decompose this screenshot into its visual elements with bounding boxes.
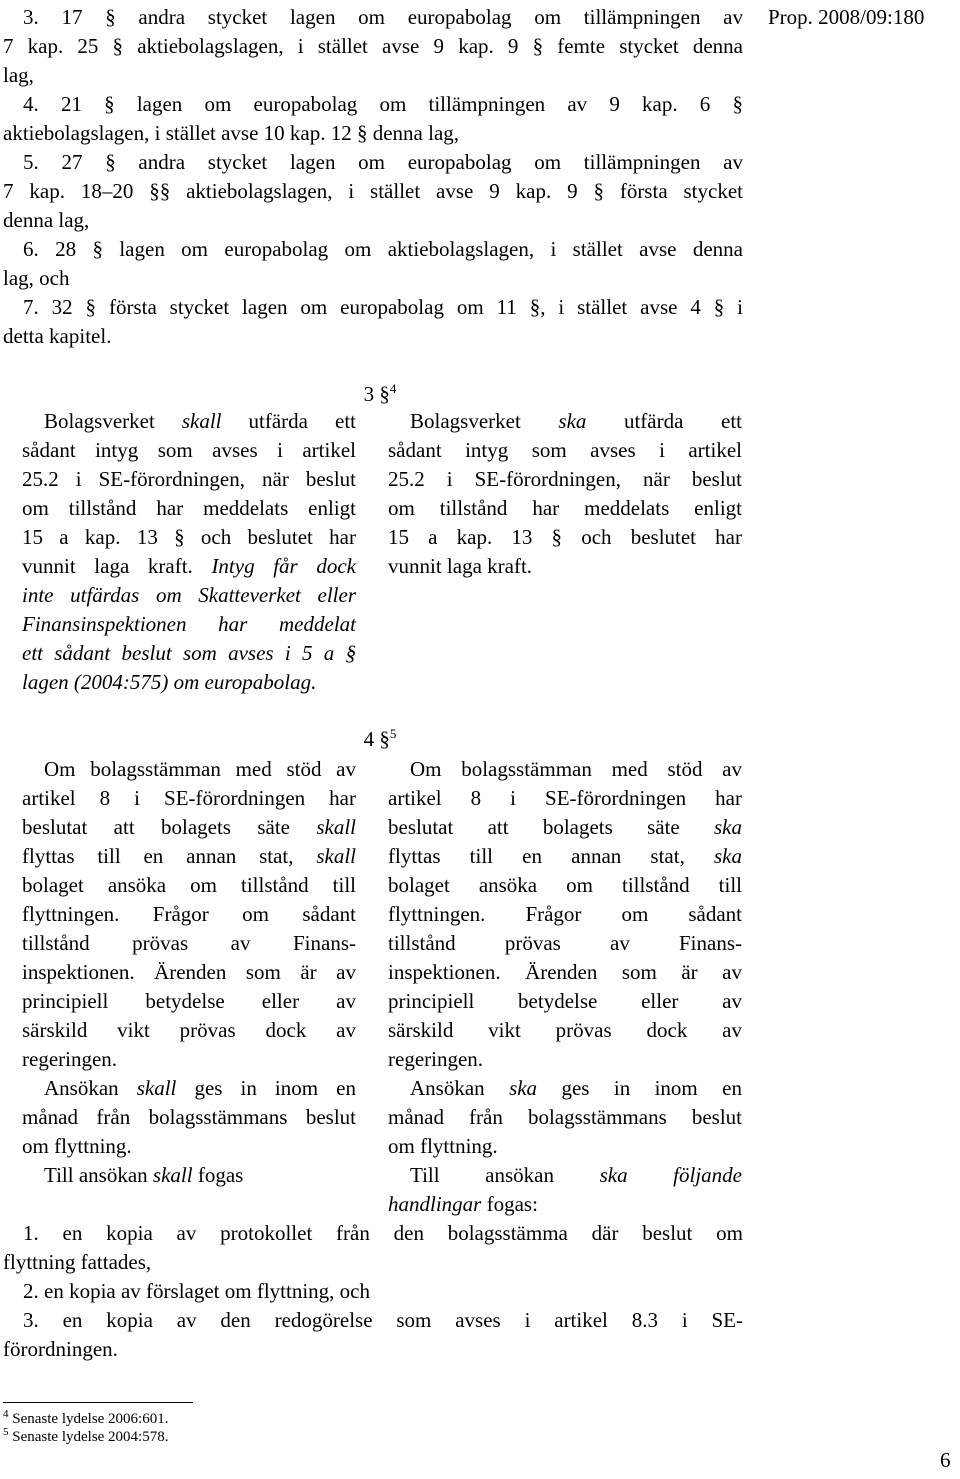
intro-list-line: 5. 27 § andra stycket lagen om europabolag om tillämpningen av [23, 150, 743, 174]
footnote-ref-5: 5 [389, 726, 397, 741]
intro-list-line: lag, [3, 63, 34, 87]
closing-list [3, 1219, 743, 1364]
intro-list-line: denna lag, [3, 208, 90, 232]
s4-left-line: flyttningen. Frågor om sådant [22, 902, 356, 926]
closing-list-line: 2. en kopia av förslaget om flyttning, och [23, 1279, 371, 1303]
footnote-mark: 4 [3, 1408, 9, 1420]
intro-list-line: 4. 21 § lagen om europabolag om tillämpningen av 9 kap. 6 § [23, 92, 743, 116]
intro-list [3, 3, 743, 351]
footnote-ref-4: 4 [389, 381, 397, 396]
s4-right-line: särskild vikt prövas dock av [388, 1018, 742, 1042]
intro-list-line: 7 kap. 25 § aktiebolagslagen, i stället avse 9 kap. 9 § femte stycket denna [3, 34, 743, 58]
section-4-current-text [22, 755, 356, 1190]
s4-right-line: om flyttning. [388, 1134, 498, 1158]
section-4-proposed-text [388, 755, 742, 1219]
s3-right-line: 25.2 i SE-förordningen, när beslut [388, 467, 742, 491]
footnote [3, 1410, 168, 1428]
s4-left-line: månad från bolagsstämmans beslut [22, 1105, 356, 1129]
footnotes [3, 1410, 168, 1446]
s4-left-line: artikel 8 i SE-förordningen har [22, 786, 356, 810]
s3-right-line: sådant intyg som avses i artikel [388, 438, 742, 462]
s3-left-line: lagen (2004:575) om europabolag. [22, 670, 317, 694]
s3-right-line: om tillstånd har meddelats enligt [388, 496, 742, 520]
closing-list-line: flyttning fattades, [3, 1250, 152, 1274]
s4-right-line: inspektionen. Ärenden som är av [388, 960, 742, 984]
intro-list-line: 7 kap. 18–20 §§ aktiebolagslagen, i stället avse 9 kap. 9 § första stycket [3, 179, 743, 203]
s3-right-line: 15 a kap. 13 § och beslutet har [388, 525, 742, 549]
footnote-divider [3, 1402, 193, 1403]
s4-right-line: tillstånd prövas av Finans- [388, 931, 742, 955]
s4-left-line: särskild vikt prövas dock av [22, 1018, 356, 1042]
footnote-mark: 5 [3, 1426, 9, 1438]
closing-list-line: 3. en kopia av den redogörelse som avses i artikel 8.3 i SE- [23, 1308, 743, 1332]
s4-left-line: Ansökan skall ges in inom en [44, 1076, 356, 1100]
s4-right-line: flyttas till en annan stat, ska [388, 844, 742, 868]
s3-left-line: sådant intyg som avses i artikel [22, 438, 356, 462]
s3-left-line: Finansinspektionen har meddelat [22, 612, 356, 636]
s4-right-line: regeringen. [388, 1047, 484, 1071]
s4-right-line: Till ansökan ska följande [410, 1163, 742, 1187]
section-4-heading [340, 725, 420, 754]
section-3-current-text [22, 407, 356, 697]
s3-left-line: vunnit laga kraft. Intyg får dock [22, 554, 356, 578]
s4-left-line: Om bolagsstämman med stöd av [44, 757, 356, 781]
s3-left-line: om tillstånd har meddelats enligt [22, 496, 356, 520]
intro-list-line: 3. 17 § andra stycket lagen om europabolag om tillämpningen av [23, 5, 743, 29]
s4-left-line: Till ansökan skall fogas [44, 1163, 244, 1187]
footnote-text: Senaste lydelse 2004:578. [8, 1429, 169, 1445]
intro-list-line: 7. 32 § första stycket lagen om europabolag om 11 §, i stället avse 4 § i [23, 295, 743, 319]
intro-list-line: lag, och [3, 266, 70, 290]
footnote-text: Senaste lydelse 2006:601. [8, 1411, 169, 1427]
s3-left-line: ett sådant beslut som avses i 5 a § [22, 641, 356, 665]
proposition-number: Prop. 2008/09:180 [768, 5, 925, 29]
s4-right-line: beslutat att bolagets säte ska [388, 815, 742, 839]
footnote [3, 1428, 168, 1446]
section-3-heading [340, 380, 420, 409]
section-3-number: 3 § [363, 382, 390, 406]
s4-right-line: bolaget ansöka om tillstånd till [388, 873, 742, 897]
intro-list-line: aktiebolagslagen, i stället avse 10 kap. 12 § denna lag, [3, 121, 460, 145]
s3-left-line: 15 a kap. 13 § och beslutet har [22, 525, 356, 549]
s4-right-line: handlingar fogas: [388, 1192, 538, 1216]
s4-left-line: bolaget ansöka om tillstånd till [22, 873, 356, 897]
s4-left-line: flyttas till en annan stat, skall [22, 844, 356, 868]
s4-right-line: Ansökan ska ges in inom en [410, 1076, 742, 1100]
s4-right-line: artikel 8 i SE-förordningen har [388, 786, 742, 810]
closing-list-line: 1. en kopia av protokollet från den bolagsstämma där beslut om [23, 1221, 743, 1245]
s4-left-line: regeringen. [22, 1047, 118, 1071]
section-3-proposed-text [388, 407, 742, 581]
s3-left-line: inte utfärdas om Skatteverket eller [22, 583, 356, 607]
s4-right-line: månad från bolagsstämmans beslut [388, 1105, 742, 1129]
intro-list-line: 6. 28 § lagen om europabolag om aktiebolagslagen, i stället avse denna [23, 237, 743, 261]
s4-right-line: flyttningen. Frågor om sådant [388, 902, 742, 926]
s4-left-line: principiell betydelse eller av [22, 989, 356, 1013]
s4-right-line: principiell betydelse eller av [388, 989, 742, 1013]
s3-right-line: Bolagsverket ska utfärda ett [410, 409, 742, 433]
section-4-number: 4 § [363, 727, 390, 751]
s4-left-line: tillstånd prövas av Finans- [22, 931, 356, 955]
s4-left-line: inspektionen. Ärenden som är av [22, 960, 356, 984]
closing-list-line: förordningen. [3, 1337, 118, 1361]
s3-left-line: 25.2 i SE-förordningen, när beslut [22, 467, 356, 491]
s3-right-line: vunnit laga kraft. [388, 554, 533, 578]
s4-left-line: beslutat att bolagets säte skall [22, 815, 356, 839]
page-number: 6 [940, 1448, 951, 1472]
s4-right-line: Om bolagsstämman med stöd av [410, 757, 742, 781]
intro-list-line: detta kapitel. [3, 324, 112, 348]
s3-left-line: Bolagsverket skall utfärda ett [44, 409, 356, 433]
s4-left-line: om flyttning. [22, 1134, 132, 1158]
